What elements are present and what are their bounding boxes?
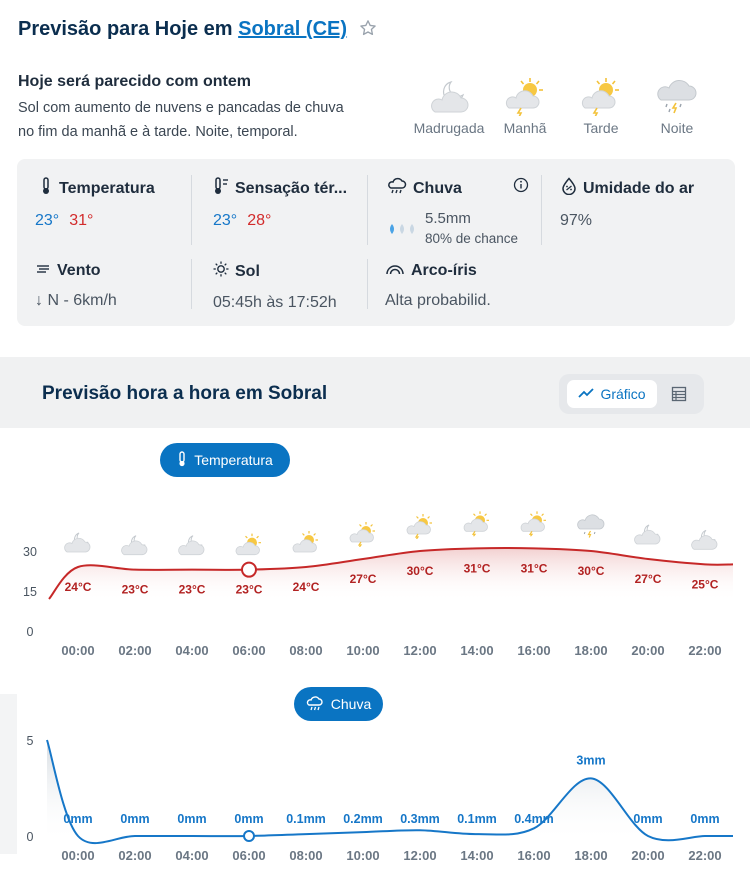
temperature-data-label: 31°C	[463, 561, 491, 576]
period-manha	[485, 70, 565, 136]
rain-data-label: 0mm	[234, 812, 264, 826]
sun-cloud-icon	[293, 531, 318, 552]
temperature-data-label: 25°C	[691, 577, 719, 592]
temperature-data-label: 23°C	[121, 582, 149, 597]
period-tarde	[561, 70, 641, 136]
selected-hour-marker	[244, 831, 254, 841]
rain-data-label: 3mm	[576, 753, 606, 768]
detail-label: Umidade do ar	[583, 179, 695, 197]
rain-data-label: 0.2mm	[343, 812, 383, 826]
sun-cloud-storm-icon	[485, 70, 565, 116]
cloud-rain-icon	[387, 177, 407, 200]
divider	[191, 175, 192, 245]
x-tick-label: 20:00	[631, 643, 665, 658]
feels-max: 28°	[247, 212, 272, 229]
rain-data-label: 0.1mm	[457, 812, 497, 826]
y-tick-label: 30	[23, 545, 37, 559]
x-tick-label: 04:00	[175, 848, 209, 863]
wind-icon	[35, 261, 51, 280]
sun-cloud-storm-icon	[521, 511, 546, 536]
divider	[191, 259, 192, 309]
period-madrugada	[409, 70, 489, 136]
detail-wind	[35, 261, 117, 310]
rain-chart[interactable]	[0, 690, 750, 882]
period-label: Noite	[660, 120, 694, 136]
rain-data-label: 0mm	[690, 812, 720, 826]
rain-data-label: 0mm	[63, 812, 93, 826]
y-tick-label: 5	[26, 734, 34, 748]
trend-chart-icon	[578, 386, 594, 402]
rain-data-label: 0mm	[633, 812, 663, 826]
detail-label: Arco-íris	[411, 261, 477, 279]
sun-cloud-storm-icon	[464, 511, 489, 536]
rain-data-label: 0mm	[120, 812, 150, 826]
hourly-title: Previsão hora a hora em Sobral	[42, 383, 328, 404]
rain-data-label: 0.3mm	[400, 812, 440, 826]
x-tick-label: 22:00	[688, 848, 722, 863]
x-tick-label: 14:00	[460, 848, 494, 863]
rain-data-label: 0.1mm	[286, 812, 326, 826]
moon-cloud-icon	[179, 536, 204, 555]
rain-drops-icon	[387, 222, 417, 240]
summary-line: no fim da manhã e à tarde. Noite, temporal.	[18, 124, 298, 140]
x-tick-label: 02:00	[118, 848, 152, 863]
rain-data-label: 0.4mm	[514, 812, 554, 826]
temperature-pill[interactable]	[160, 443, 290, 477]
temperature-data-label: 27°C	[634, 572, 662, 586]
humidity-value: 97%	[560, 212, 593, 229]
x-tick-label: 16:00	[517, 848, 551, 863]
temperature-data-label: 23°C	[178, 582, 206, 597]
chart-view-label: Gráfico	[600, 386, 646, 402]
rain-pill-label: Chuva	[330, 696, 372, 712]
rain-amount: 5.5mm	[425, 210, 471, 227]
x-tick-label: 10:00	[346, 643, 380, 658]
detail-label: Vento	[57, 261, 101, 279]
divider	[541, 175, 542, 245]
summary-line: Sol com aumento de nuvens e pancadas de chuva	[18, 100, 344, 116]
rainbow-icon	[385, 261, 405, 280]
detail-rain	[387, 177, 533, 246]
feels-min: 23°	[213, 212, 238, 229]
title-prefix: Previsão para Hoje em	[18, 18, 233, 40]
rain-area	[47, 740, 733, 843]
thermometer-icon	[177, 451, 187, 470]
summary-heading: Hoje será parecido com ontem	[18, 73, 251, 90]
summary-text	[18, 96, 378, 144]
x-tick-label: 14:00	[460, 643, 494, 658]
temperature-data-label: 30°C	[406, 564, 434, 578]
selected-hour-marker	[242, 563, 256, 577]
x-tick-label: 02:00	[118, 643, 152, 658]
detail-rainbow	[385, 261, 491, 310]
x-tick-label: 16:00	[517, 643, 551, 658]
x-tick-label: 20:00	[631, 848, 665, 863]
temperature-pill-label: Temperatura	[194, 452, 273, 468]
divider	[367, 259, 368, 309]
detail-sun	[213, 261, 337, 312]
sun-icon	[213, 261, 229, 282]
temp-max: 31°	[69, 212, 94, 229]
chart-view-button[interactable]	[567, 380, 657, 408]
x-tick-label: 00:00	[61, 643, 95, 658]
sun-cloud-storm-icon	[561, 70, 641, 116]
detail-label: Sol	[235, 262, 260, 280]
humidity-drop-icon	[561, 177, 577, 200]
detail-temperature	[35, 177, 155, 230]
detail-label: Sensação tér...	[235, 179, 348, 197]
x-tick-label: 12:00	[403, 643, 437, 658]
feels-like-thermometer-icon	[213, 177, 229, 200]
detail-feels-like	[213, 177, 347, 230]
x-tick-label: 00:00	[61, 848, 95, 863]
rainbow-value: Alta probabilid.	[385, 292, 491, 309]
period-label: Manhã	[503, 120, 547, 136]
sun-cloud-storm-icon	[350, 522, 375, 547]
divider	[367, 175, 368, 245]
y-tick-label: 0	[26, 625, 34, 639]
x-tick-label: 22:00	[688, 643, 722, 658]
x-tick-label: 06:00	[232, 848, 266, 863]
rain-data-label: 0mm	[177, 812, 207, 826]
temperature-data-label: 27°C	[349, 572, 377, 586]
temperature-data-label: 31°C	[520, 561, 548, 576]
detail-label: Chuva	[413, 179, 462, 197]
view-toggle	[559, 374, 704, 414]
period-label: Madrugada	[413, 120, 485, 136]
star-outline-icon[interactable]	[359, 19, 377, 43]
moon-cloud-icon	[409, 70, 489, 116]
cloud-storm-icon	[578, 515, 604, 538]
temp-min: 23°	[35, 212, 60, 229]
rain-axis-strip	[0, 694, 17, 854]
city-link[interactable]: Sobral (CE)	[238, 18, 348, 40]
moon-cloud-icon	[692, 530, 717, 549]
period-noite	[637, 70, 717, 136]
x-tick-label: 06:00	[232, 643, 266, 658]
temperature-data-label: 23°C	[235, 582, 263, 597]
info-icon[interactable]	[513, 177, 529, 198]
moon-cloud-icon	[635, 525, 660, 544]
y-tick-label: 15	[23, 585, 37, 599]
cloud-storm-icon	[637, 70, 717, 116]
x-tick-label: 10:00	[346, 848, 380, 863]
detail-humidity	[561, 177, 694, 230]
x-tick-label: 04:00	[175, 643, 209, 658]
temperature-data-label: 30°C	[577, 564, 605, 578]
sun-cloud-icon	[236, 534, 261, 555]
moon-cloud-icon	[65, 533, 90, 552]
table-view-button[interactable]	[667, 384, 691, 404]
x-tick-label: 18:00	[574, 848, 608, 863]
x-tick-label: 18:00	[574, 643, 608, 658]
page-title	[18, 18, 377, 43]
sun-value: 05:45h às 17:52h	[213, 294, 337, 311]
temperature-data-label: 24°C	[292, 580, 320, 594]
temperature-data-label: 24°C	[64, 580, 92, 594]
thermometer-icon	[39, 177, 53, 200]
y-tick-label: 0	[26, 830, 34, 844]
moon-cloud-icon	[122, 536, 147, 555]
table-icon	[671, 386, 687, 402]
detail-label: Temperatura	[59, 179, 155, 197]
sun-cloud-storm-icon	[407, 514, 432, 539]
today-forecast-card	[0, 0, 750, 357]
arrow-down-icon: ↓	[35, 292, 43, 309]
x-tick-label: 12:00	[403, 848, 437, 863]
x-tick-label: 08:00	[289, 848, 323, 863]
x-tick-label: 08:00	[289, 643, 323, 658]
temperature-chart[interactable]	[0, 490, 750, 670]
rain-chance: 80% de chance	[425, 231, 519, 246]
weather-details-panel	[17, 159, 735, 326]
period-label: Tarde	[583, 120, 619, 136]
wind-value: N - 6km/h	[47, 292, 117, 309]
